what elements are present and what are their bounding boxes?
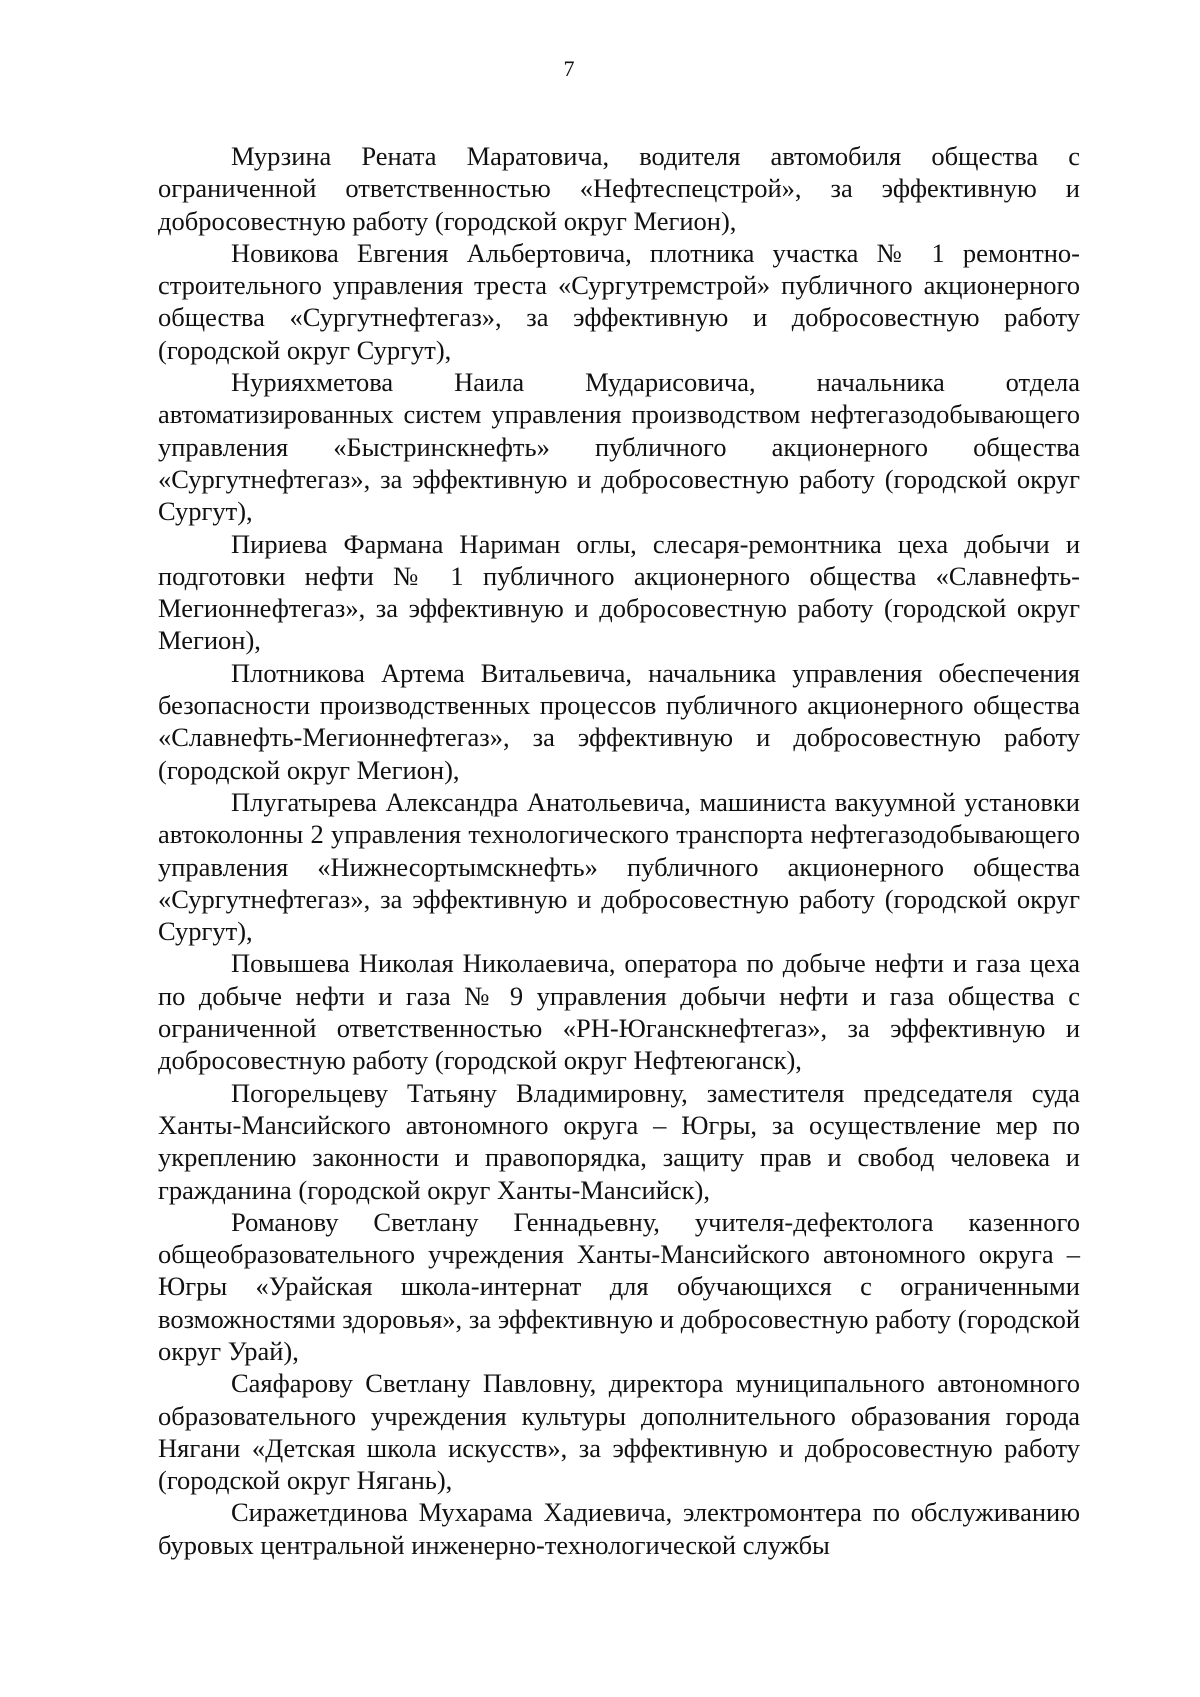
award-paragraph-nuriyakhmetov: Нурияхметова Наила Мударисовича, начальника отдела автоматизированных систем управления производством нефтегазодобывающего управления «Быстринскнефть» публичного акционерного общества «Сургутнефтегаз», за эффективную и добросовестную работу (городской округ Сургут), (158, 367, 1080, 527)
award-paragraph-murzin: Мурзина Рената Маратовича, водителя автомобиля общества с ограниченной ответственностью «Нефтеспецстрой», за эффективную и добросовестную работу (городской округ Мегион), (158, 141, 1080, 236)
award-paragraph-plugatyrev: Плугатырева Александра Анатольевича, машиниста вакуумной установки автоколонны 2 управления технологического транспорта нефтегазодобывающего управления «Нижнесортымскнефть» публичного акционерного общества «Сургутнефтегаз», за эффективную и добросовестную работу (городской округ Сургут), (158, 786, 1080, 947)
award-paragraph-sirazhetdinov: Сиражетдинова Мухарама Хадиевича, электромонтера по обслуживанию буровых центральной инженерно-технологической службы (158, 1497, 1080, 1560)
award-paragraph-piriev: Пириева Фармана Нариман оглы, слесаря-ремонтника цеха добычи и подготовки нефти № 1 публичного акционерного общества «Славнефть-Мегионнефтегаз», за эффективную и добросовестную работу (городской округ Мегион), (158, 528, 1080, 656)
page-number: 7 (563, 56, 575, 81)
award-paragraph-povyshev: Повышева Николая Николаевича, оператора по добыче нефти и газа цеха по добыче нефти и газа № 9 управления добычи нефти и газа общества с ограниченной ответственностью «РН-Юганскнефтегаз», за эффективную и добросовестную работу (городской округ Нефтеюганск), (158, 948, 1080, 1076)
award-paragraph-romanova: Романову Светлану Геннадьевну, учителя-дефектолога казенного общеобразовательного учреждения Ханты-Мансийского автономного округа – Югры «Урайская школа-интернат для обучающихся с ограниченными возможностями здоровья», за эффективную и добросовестную работу (городской округ Урай), (158, 1206, 1080, 1366)
award-paragraph-pogorelceva: Погорельцеву Татьяну Владимировну, заместителя председателя суда Ханты-Мансийского автономного округа – Югры, за осуществление мер по укреплению законности и правопорядка, защиту прав и свобод человека и гражданина (городской округ Ханты-Мансийск), (158, 1077, 1080, 1205)
document-body (158, 140, 1080, 1561)
award-paragraph-plotnikov: Плотникова Артема Витальевича, начальника управления обеспечения безопасности производственных процессов публичного акционерного общества «Славнефть-Мегионнефтегаз», за эффективную и добросовестную работу (городской округ Мегион), (158, 657, 1080, 785)
award-paragraph-novikov: Новикова Евгения Альбертовича, плотника участка № 1 ремонтно-строительного управления треста «Сургутремстрой» публичного акционерного общества «Сургутнефтегаз», за эффективную и добросовестную работу (городской округ Сургут), (158, 237, 1080, 365)
award-paragraph-sayafarova: Саяфарову Светлану Павловну, директора муниципального автономного образовательного учреждения культуры дополнительного образования города Нягани «Детская школа искусств», за эффективную и добросовестную работу (городской округ Нягань), (158, 1368, 1080, 1496)
